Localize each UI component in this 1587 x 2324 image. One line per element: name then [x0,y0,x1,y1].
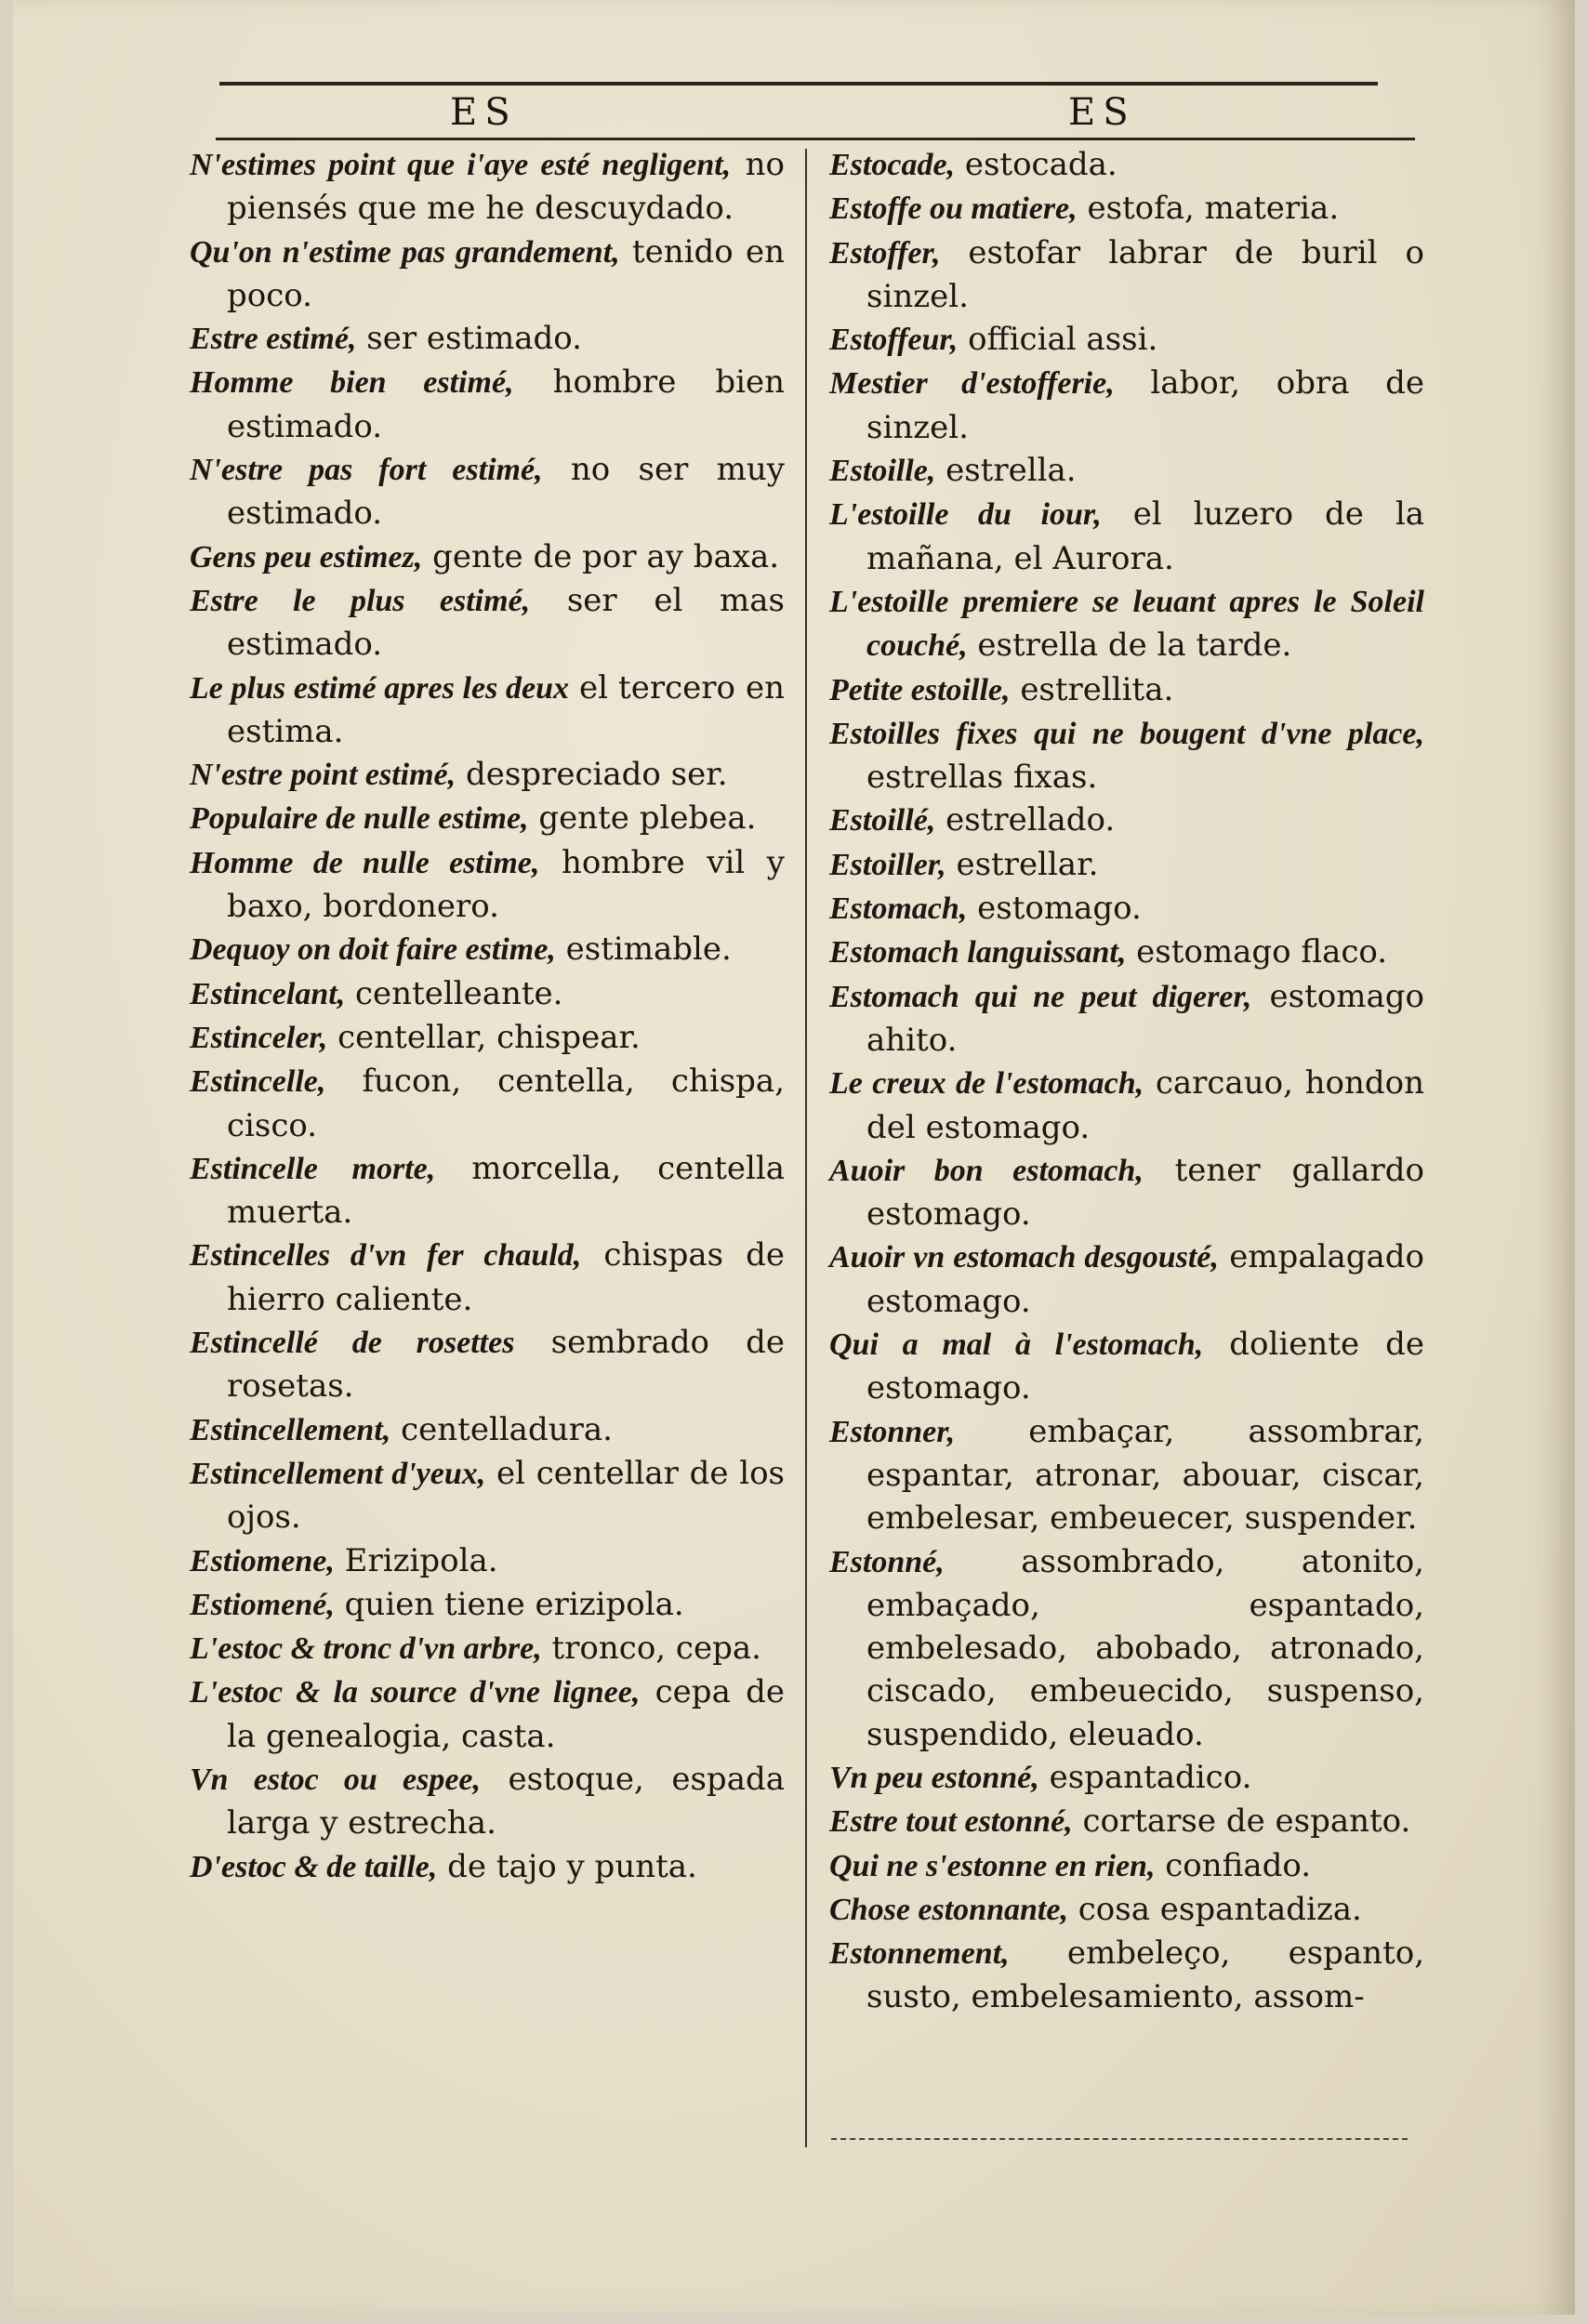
headword: Estomach, [829,891,968,927]
translation: espantadico. [1049,1758,1252,1796]
entry [190,667,785,754]
column-divider [805,149,807,2147]
entry [829,493,1424,580]
translation: el luzero de la mañana, el Aurora. [866,495,1424,577]
translation: empalagado estomago. [866,1238,1424,1320]
translation: sembrado de rosetas. [227,1324,786,1406]
translation: labor, obra de sinzel. [866,364,1425,446]
header-left: ES [450,91,518,134]
headword: Qui ne s'estonne en rien, [829,1848,1156,1883]
translation: embaçar, assombrar, espantar, atronar, abouar, ciscar, embelesar, embeuecer, suspender. [866,1412,1424,1538]
translation: estrellado. [946,801,1116,839]
headword: Estonner, [829,1414,956,1449]
entry [829,931,1424,974]
translation: confiado. [1165,1846,1312,1884]
headword: Homme de nulle estime, [190,845,540,880]
entry [829,187,1424,231]
entry [829,712,1424,799]
entry [829,1844,1424,1888]
headword: Estonnement, [829,1936,1010,1972]
translation: el tercero en estima. [227,668,785,750]
headword: Homme bien estimé, [190,365,514,401]
right-column [829,143,1424,2019]
entry [190,1321,785,1408]
translation: estofar labrar de buril o sinzel. [866,233,1424,315]
translation: estrella. [946,452,1077,490]
translation: centelladura. [401,1410,613,1448]
entry [190,1147,785,1235]
translation: estocada. [964,146,1118,183]
entry [190,797,785,840]
headword: Estincelle, [190,1064,326,1100]
entry [190,841,785,929]
entry [190,231,785,318]
translation: estrella de la tarde. [977,627,1292,665]
headword: Estoffeur, [829,323,959,358]
translation: gente de por ay baxa. [432,537,780,575]
entry [190,361,785,448]
headword: Vn estoc ou espee, [190,1762,482,1797]
translation: quien tiene erizipola. [344,1585,684,1623]
translation: hombre bien estimado. [227,363,785,445]
translation: fucon, centella, chispa, cisco. [227,1063,785,1144]
entry [829,799,1424,842]
headword: Estoillé, [829,803,936,838]
entry [829,887,1424,931]
translation: estrellar. [956,845,1099,883]
headword: Estomach languissant, [829,935,1127,971]
entry [190,448,785,535]
translation: el centellar de los ojos. [227,1454,786,1537]
entry [829,668,1424,712]
entry [829,580,1424,668]
entry [190,1060,785,1147]
translation: no piensés que me he descuydado. [227,146,785,228]
headword: L'estoc & tronc d'vn arbre, [190,1631,542,1667]
entry [190,1016,785,1060]
headword: Estincelles d'vn fer chauld, [190,1238,582,1274]
translation: estofa, materia. [1087,190,1340,228]
entry [829,843,1424,887]
entry [190,1452,785,1539]
entry [829,1410,1424,1540]
headword: Vn peu estonné, [829,1760,1039,1795]
entry [829,1062,1424,1149]
entry [190,1845,785,1889]
headword: Estiomene, [190,1543,335,1578]
headword: Estre le plus estimé, [190,583,531,618]
headword: Auoir bon estomach, [829,1153,1144,1188]
translation: despreciado ser. [465,756,728,794]
entry [829,231,1424,319]
headword: Estomach qui ne peut digerer, [829,979,1252,1014]
translation: tronco, cepa. [551,1630,761,1668]
translation: Erizipola. [344,1541,498,1579]
entry [190,1627,785,1670]
headword: Estiomené, [190,1587,335,1622]
headword: Estincellé de rosettes [190,1326,515,1361]
headword: Gens peu estimez, [190,539,423,574]
headword: Estincelle morte, [190,1151,436,1186]
headword: L'estoille du iour, [829,497,1102,533]
entry [190,1234,785,1321]
headword: Auoir vn estomach desgousté, [829,1240,1219,1275]
entry [829,1800,1424,1843]
headword: L'estoc & la source d'vne lignee, [190,1675,641,1710]
entry [829,318,1424,362]
headword: Estre tout estonné, [829,1804,1073,1840]
entry [190,1670,785,1758]
translation: tenido en poco. [227,232,785,314]
translation: estrellita. [1020,670,1174,708]
entry [190,928,785,971]
translation: tener gallardo estomago. [866,1151,1425,1234]
entry [190,1408,785,1452]
headword: Estre estimé, [190,322,357,357]
entry [190,317,785,361]
headword: N'estre point estimé, [190,758,456,793]
translation: estomago flaco. [1136,933,1388,971]
headword: D'estoc & de taille, [190,1849,438,1884]
headword: Estonné, [829,1544,945,1579]
headword: Dequoy on doit faire estime, [190,932,556,968]
translation: cepa de la genealogia, casta. [227,1673,785,1755]
top-rule [219,82,1378,86]
translation: cosa espantadiza. [1078,1890,1362,1928]
headword: Estoille, [829,454,936,489]
entry [829,975,1424,1063]
entry [190,535,785,579]
bottom-rule [831,2138,1408,2142]
headword: Estocade, [829,148,956,182]
translation: estimable. [565,931,732,969]
entry [829,362,1424,449]
translation: doliente de estomago. [866,1326,1424,1407]
headword: Estoiller, [829,847,946,882]
headword: L'estoille premiere se leuant apres le Soleil couché, [829,584,1424,664]
headword: Estincelant, [190,976,346,1011]
entry [190,1539,785,1583]
headword: Estoilles fixes qui ne bougent d'vne place, [829,716,1424,751]
translation: official assi. [968,321,1158,359]
translation: hombre vil y baxo, bordonero. [227,843,786,926]
headword: Le plus estimé apres les deux [190,670,570,706]
headword: Qui a mal à l'estomach, [829,1327,1204,1363]
translation: estoque, espada larga y estrecha. [227,1760,786,1842]
entry [190,1583,785,1627]
translation: ser el mas estimado. [227,581,785,664]
translation: chispas de hierro caliente. [227,1236,785,1318]
translation: de tajo y punta. [447,1847,697,1885]
headword: Mestier d'estofferie, [829,366,1115,402]
entry [829,1235,1424,1323]
translation: centelleante. [355,974,563,1012]
translation: assombrado, atonito, embaçado, espantado, embelesado, abobado, atronado, ciscado, embeuecido, suspenso, suspendido, eleuado. [866,1542,1424,1753]
header-rule [216,138,1415,140]
headword: Estoffer, [829,235,941,271]
translation: embeleço, espanto, susto, embelesamiento, assom- [866,1934,1425,2016]
translation: morcella, centella muerta. [227,1149,785,1232]
headword: Petite estoille, [829,672,1011,707]
headword: Populaire de nulle estime, [190,801,529,837]
entry [829,1756,1424,1800]
translation: gente plebea. [538,799,757,838]
translation: estomago ahito. [866,977,1424,1059]
book-page [13,0,1575,2315]
translation: estomago. [977,890,1142,928]
translation: centellar, chispear. [337,1018,641,1056]
headword: Qu'on n'estime pas grandement, [190,234,620,270]
entry [829,1149,1424,1236]
header-right: ES [1068,91,1136,134]
entry [190,579,785,667]
headword: Le creux de l'estomach, [829,1066,1144,1102]
left-column [190,143,785,1889]
entry [190,143,785,231]
entry [829,1888,1424,1932]
translation: no ser muy estimado. [227,451,786,533]
headword: Chose estonnante, [829,1892,1068,1927]
headword: N'estre pas fort estimé, [190,453,543,488]
translation: estrellas fixas. [866,759,1098,797]
headword: Estincellement d'yeux, [190,1456,486,1491]
entry [829,1932,1424,2019]
entry [190,1758,785,1845]
entry [829,449,1424,493]
translation: carcauo, hondon del estomago. [866,1064,1424,1146]
headword: N'estimes point que i'aye esté negligent, [190,148,732,182]
entry [190,972,785,1016]
entry [829,1323,1424,1410]
headword: Estinceler, [190,1020,328,1055]
entry [829,143,1424,187]
headword: Estoffe ou matiere, [829,191,1078,227]
translation: cortarse de espanto. [1082,1802,1411,1841]
headword: Estincellement, [190,1412,391,1447]
entry [190,753,785,797]
entry [829,1540,1424,1756]
translation: ser estimado. [366,320,582,358]
